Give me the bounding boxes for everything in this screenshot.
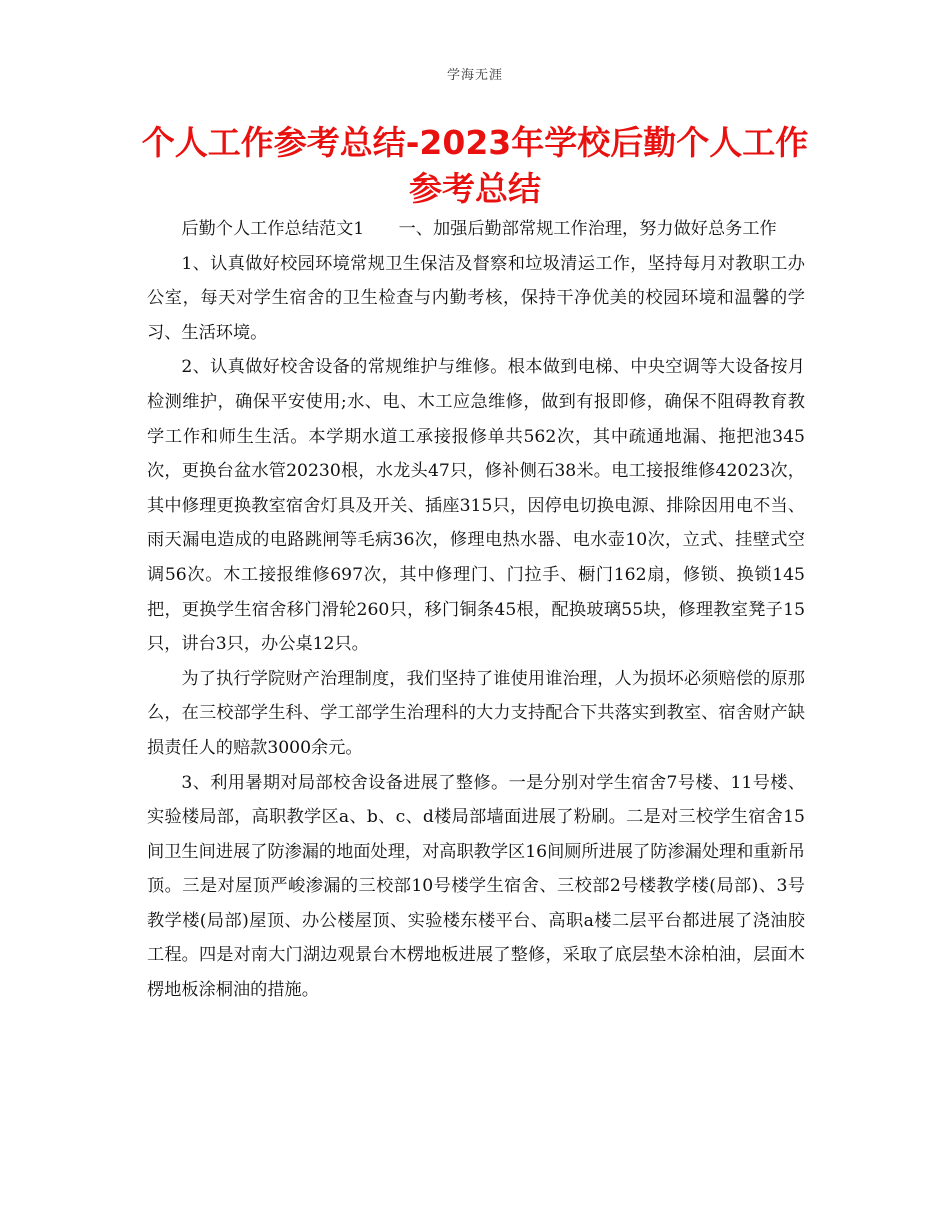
paragraph-3: 3、利用暑期对局部校舍设备进展了整修。一是分别对学生宿舍7号楼、11号楼、实验楼局部，高职教学区a、b、c、d楼局部墙面进展了粉刷。二是对三校学生宿舍15间卫生间进展了防渗漏的地面处理，对高职教学区16间厕所进展了防渗漏处理和重新吊顶。三是对屋顶严峻渗漏的三校部10号楼学生宿舍、三校部2号楼教学楼(局部)、3号教学楼(局部)屋顶、办公楼屋顶、实验楼东楼平台、高职a楼二层平台都进展了浇油胶工程。四是对南大门湖边观景台木楞地板进展了整修，采取了底层垫木涂柏油，层面木楞地板涂桐油的措施。 — [147, 772, 805, 1001]
paragraph-1: 1、认真做好校园环境常规卫生保洁及督察和垃圾清运工作，坚持每月对教职工办公室，每天对学生宿舍的卫生检查与内勤考核，保持干净优美的校园环境和温馨的学习、生活环境。 — [147, 253, 805, 343]
paragraph-2: 2、认真做好校舍设备的常规维护与维修。根本做到电梯、中央空调等大设备按月检测维护，确保平安使用;水、电、木工应急维修，做到有报即修，确保不阻碍教育教学工作和师生生活。本学期水道工承接报修单共562次，其中疏通地漏、拖把池345次，更换台盆水管20230根，水龙头47只，修补侧石38米。电工接报维修42023次，其中修理更换教室宿舍灯具及开关、插座315只，因停电切换电源、排除因用电不当、雨天漏电造成的电路跳闸等毛病36次，修理电热水器、电水壶10次，立式、挂壁式空调56次。木工接报维修697次，其中修理门、门拉手、橱门162扇，修锁、换锁145把，更换学生宿舍移门滑轮260只，移门铜条45根，配换玻璃55块，修理教室凳子15只，讲台3只，办公桌12只。 — [147, 357, 805, 655]
document-body — [147, 212, 805, 1008]
paragraph-intro: 后勤个人工作总结范文1 一、加强后勤部常规工作治理，努力做好总务工作 — [181, 219, 777, 239]
document-title: 个人工作参考总结-2023年学校后勤个人工作参考总结 — [141, 123, 809, 208]
paragraph-property: 为了执行学院财产治理制度，我们坚持了谁使用谁治理，人为损坏必须赔偿的原那么，在三校部学生科、学工部学生治理科的大力支持配合下共落实到教室、宿舍财产缺损责任人的赔款3000余元。 — [147, 668, 805, 758]
page-header: 学海无涯 — [446, 68, 503, 83]
